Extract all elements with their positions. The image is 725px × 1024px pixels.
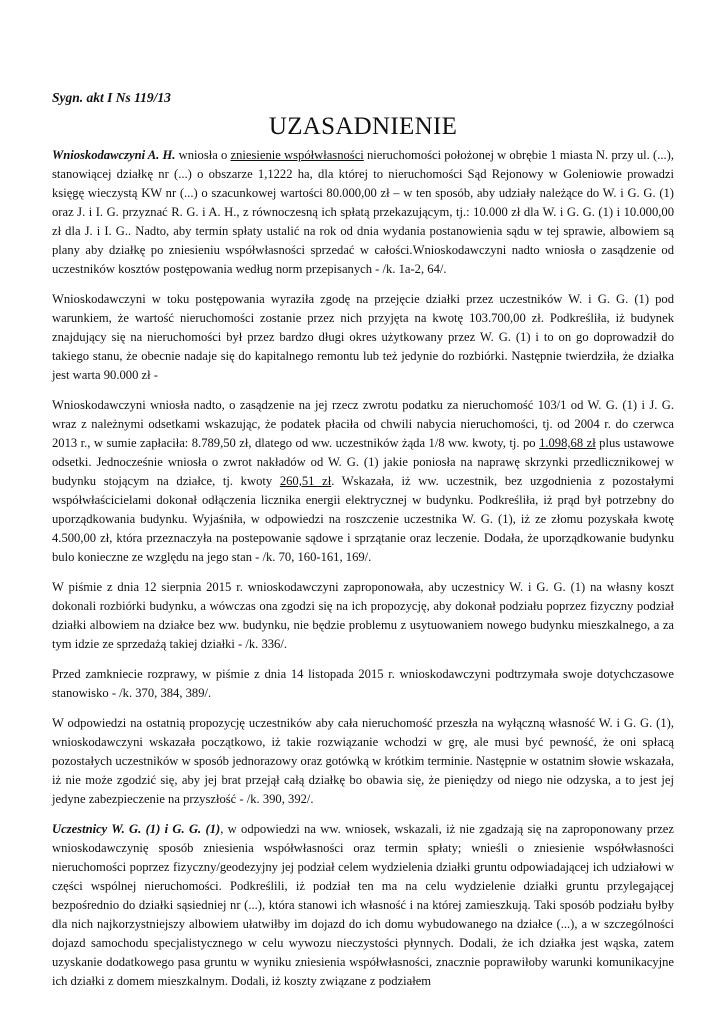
paragraph-1-text-b: nieruchomości położonej w obrębie 1 miasta N. przy ul. (...), stanowiącej działkę nr (...) o obszarze 1,1222 ha, dla której to nieruchomości Sąd Rejonowy w Goleniowie prowadzi księgę wieczystą KW nr (...) o szacunkowej wartości 80.000,00 zł – w ten sposób, aby udziały należące do W. i G. G. (1) oraz J. i I. G. przyznać R. G. i A. H., z równoczesną ich spłatą przekazującym, tj.: 10.000 zł dla W. i G. G. (1) i 10.000,00 zł dla J. i I. G.. Nadto, aby termin spłaty ustalić na rok od dnia wydania postanowienia sądu w tej sprawie, albowiem są plany aby działkę po zniesieniu współwłasności sprzedać w całości.Wnioskodawczyni nadto wniosła o zasądzenie od uczestników kosztów postępowania według norm przepisanych - /k. 1a-2, 64/.	[52, 148, 674, 276]
paragraph-6: W odpowiedzi na ostatnią propozycję uczestników aby cała nieruchomość przeszła na wyłączną własność W. i G. G. (1), wnioskodawczyni wskazała początkowo, iż takie rozwiązanie wchodzi w grę, ale musi być pewność, że oni spłacą pozostałych uczestników w sposób jednorazowy oraz gotówką w krótkim terminie. Następnie w ostatnim słowie wskazała, iż nie może zgodzić się, aby jej brat przejął całą działkę bo obawia się, że pieniędzy od niego nie odzyska, a to jest jej jedyne zabezpieczenie na przyszłość - /k. 390, 392/.	[52, 716, 674, 806]
underlined-term: zniesienie współwłasności	[230, 148, 364, 162]
paragraph-3-text-a: Wnioskodawczyni wniosła nadto, o zasądzenie na jej rzecz zwrotu podatku za nieruchomość 103/1 od W. G. (1) i J. G. wraz z należnymi odsetkami wskazując, że podatek płaciła od chwili nabycia nieruchomości, tj. od 2004 r. do czerwca 2013 r., w sumie zapłaciła: 8.789,50 zł, dlatego od ww. uczestników żąda 1/8 ww. kwoty, tj. po	[52, 398, 674, 450]
paragraph-3-text-c: . Wskazała, iż ww. uczestnik, bez uzgodnienia z pozostałymi współwłaścicielami dokonał odłączenia licznika energii elektrycznej w budynku. Podkreśliła, iż prąd był potrzebny do uporządkowania budynku. Wyjaśniła, w odpowiedzi na roszczenie uczestnika W. G. (1), iż ze złomu pozyskała kwotę 4.500,00 zł, która przeznaczyła na postepowanie sądowe i sprzątanie oraz leczenie. Dodała, że uporządkowanie budynku bulo konieczne ze względu na jego stan - /k. 70, 160-161, 169/.	[52, 474, 674, 564]
paragraph-4: W piśmie z dnia 12 sierpnia 2015 r. wnioskodawczyni zaproponowała, aby uczestnicy W. i G. G. (1) na własny koszt dokonali rozbiórki budynku, a wówczas ona zgodzi się na ich propozycję, aby dokonał podziału poprzez fizyczny podział działki albowiem na działce bez ww. budynku, nie będzie problemu z usytuowaniem nowego budynku mieszkalnego, a za tym idzie ze sprzedażą takiej działki - /k. 336/.	[52, 580, 674, 651]
case-reference: Sygn. akt I Ns 119/13	[52, 90, 171, 105]
paragraph-1-text-a: wniosła o	[175, 148, 231, 162]
paragraph-3-text-b: plus ustawowe odsetki. Jednocześnie wniosła o zwrot nakładów od W. G. (1) jakie poniosła na naprawę skrzynki przedlicznikowej w budynku stojącym na działce, tj. kwoty	[52, 436, 674, 488]
paragraph-7	[52, 820, 674, 991]
underlined-amount-1: 1.098,68 zł	[539, 436, 596, 450]
paragraph-2: Wnioskodawczyni w toku postępowania wyraziła zgodę na przejęcie działki przez uczestników W. i G. G. (1) pod warunkiem, że wartość nieruchomości zostanie przez nich przyjęta na kwotę 103.700,00 zł. Podkreśliła, iż budynek znajdujący się na nieruchomości był przez bardzo długi okres użytkowany przez W. G. (1) i to on go doprowadził do takiego stanu, że obecnie nadaje się do kapitalnego remontu lub też jedynie do rozbiórki. Następnie twierdziła, że działka jest warta 90.000 zł -	[52, 292, 674, 382]
paragraph-1	[52, 146, 674, 279]
participants-name: Uczestnicy W. G. (1) i G. G. (1)	[52, 822, 221, 836]
underlined-amount-2: 260,51 zł	[279, 474, 332, 488]
paragraph-7-text: , w odpowiedzi na ww. wniosek, wskazali, iż nie zgadzają się na zaproponowany przez wnioskodawczynię sposób zniesienia współwłasności oraz termin spłaty; wnieśli o zniesienie współwłasności nieruchomości poprzez fizyczny/geodezyjny jej podział celem wydzielenia działki gruntu odpowiadającej ich udziałowi w części wspólnej nieruchomości. Podkreślili, iż podział ten ma na celu wydzielenie działki gruntu przylegającej bezpośrednio do działki sąsiedniej nr (...), która stanowi ich własność i na której zamieszkują. Taki sposób podziału byłby dla nich najkorzystniejszy albowiem ułatwiłby im dojazd do ich domu wybudowanego na działce (...), a w szczególności dojazd samochodu specjalistycznego w celu wywozu nieczystości płynnych. Dodali, że ich działka jest wąska, zatem uzyskanie dodatkowego pasa gruntu w wyniku zniesienia współwłasności, znacznie poprawiłoby warunki komunikacyjne ich działki z domem mieszkalnym. Dodali, iż koszty związane z podziałem	[52, 822, 674, 988]
document-title: UZASADNIENIE	[268, 113, 458, 140]
document-page	[52, 90, 674, 1002]
paragraph-3	[52, 396, 674, 567]
applicant-name: Wnioskodawczyni A. H.	[52, 148, 176, 162]
paragraph-5: Przed zamkniecie rozprawy, w piśmie z dnia 14 listopada 2015 r. wnioskodawczyni podtrzymała swoje dotychczasowe stanowisko - /k. 370, 384, 389/.	[52, 667, 674, 700]
